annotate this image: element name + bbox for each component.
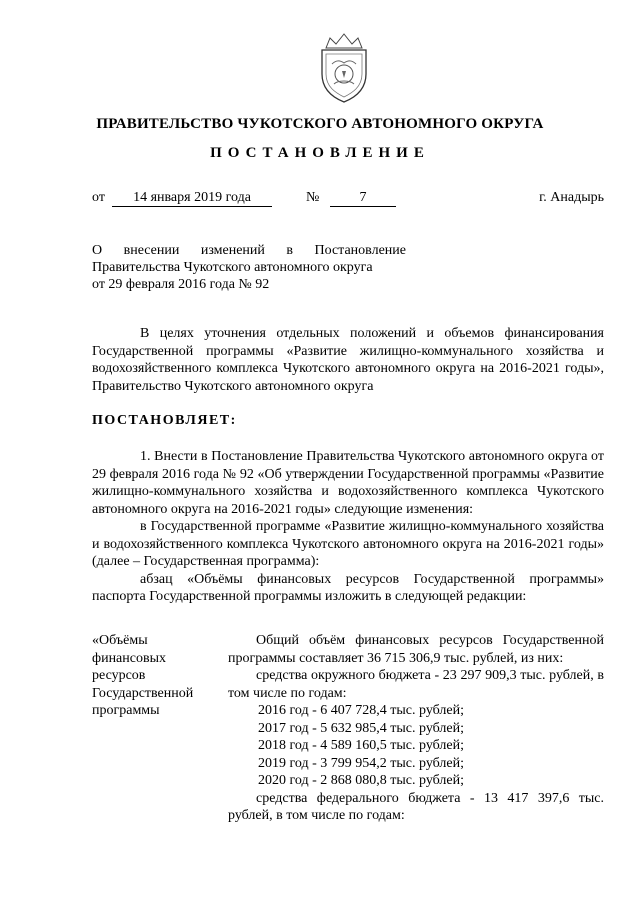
funding-total: Общий объём финансовых ресурсов Государственной программы составляет 36 715 306,9 тыс. рублей, из них: [228, 633, 604, 666]
intro-paragraph: В целях уточнения отдельных положений и объемов финансирования Государственной программы «Развитие жилищно-коммунального хозяйства и водохозяйственного комплекса Чукотского автономного округа на 2016-2021 годы», Правительство Чукотского автономного округа [92, 326, 604, 394]
funding-year-row: 2016 год - 6 407 728,4 тыс. рублей; [258, 703, 465, 718]
document-number: 7 [330, 190, 396, 207]
funding-year-row: 2019 год - 3 799 954,2 тыс. рублей; [258, 755, 465, 771]
funding-year-row: 2020 год - 2 868 080,8 тыс. рублей; [258, 773, 465, 788]
subject-line: от 29 февраля 2016 года № 92 [92, 277, 270, 292]
date-from-label: от [92, 190, 105, 205]
funding-year-row: 2018 год - 4 589 160,5 тыс. рублей; [258, 738, 465, 753]
item-1-paragraph: 1. Внести в Постановление Правительства Чукотского автономного округа от 29 февраля 2016 года № 92 «Об утверждении Государственной программы «Развитие жилищно-коммунального хозяйства и водохозяйственного комплекса Чукотского автономного округа на 2016-2021 годы» следующие изменения: [92, 449, 604, 517]
resolves-heading: ПОСТАНОВЛЯЕТ: [92, 413, 237, 428]
passport-label-line: программы [92, 703, 160, 718]
subject-line: Правительства Чукотского автономного округа [92, 260, 373, 275]
subject-line: О внесении изменений в Постановление [92, 243, 406, 258]
funding-regional: средства окружного бюджета - 23 297 909,3 тыс. рублей, в том числе по годам: [228, 668, 604, 701]
document-city: г. Анадырь [539, 190, 604, 205]
funding-year-row: 2017 год - 5 632 985,4 тыс. рублей; [258, 720, 465, 736]
number-sign: № [306, 190, 320, 205]
passport-label-line: ресурсов [92, 668, 146, 683]
coat-of-arms-emblem [312, 30, 376, 106]
funding-federal: средства федерального бюджета - 13 417 397,6 тыс. рублей, в том числе по годам: [228, 790, 604, 823]
dateline [92, 190, 604, 210]
government-title: ПРАВИТЕЛЬСТВО ЧУКОТСКОГО АВТОНОМНОГО ОКРУГА [96, 116, 544, 132]
passport-label-cell [92, 632, 212, 720]
item-1-block [92, 448, 604, 606]
document-subject [92, 242, 406, 293]
passport-label-line: «Объёмы [92, 633, 148, 648]
item-1-subparagraph: абзац «Объёмы финансовых ресурсов Государственной программы» паспорта Государственной программы изложить в следующей редакции: [92, 571, 604, 604]
item-1-subparagraph: в Государственной программе «Развитие жилищно-коммунального хозяйства и водохозяйственного комплекса Чукотского автономного округа на 2016-2021 годы» (далее – Государственная программа): [92, 519, 604, 569]
document-type-title: ПОСТАНОВЛЕНИЕ [210, 145, 430, 161]
passport-value-cell [228, 632, 604, 825]
passport-label-line: финансовых [92, 650, 166, 666]
passport-label-line: Государственной [92, 685, 194, 701]
document-date: 14 января 2019 года [112, 190, 272, 207]
